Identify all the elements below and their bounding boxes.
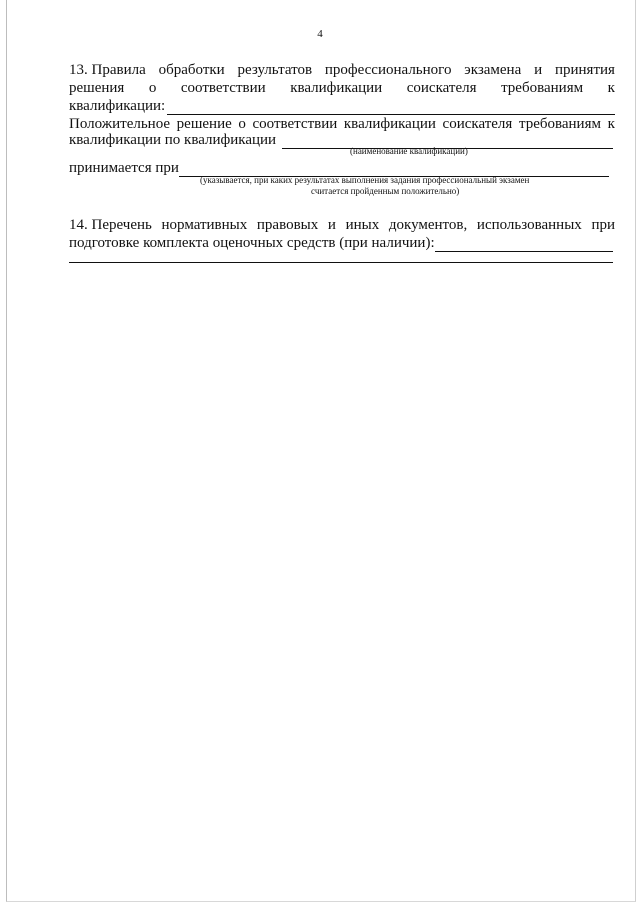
word: экзамена — [464, 62, 522, 78]
documents-blank[interactable] — [435, 237, 613, 252]
word: требованиям — [501, 80, 584, 96]
word: иных — [345, 217, 380, 233]
section-13-line-2 — [69, 79, 615, 97]
processing-rules-blank[interactable] — [167, 100, 615, 115]
section-13-line-1 — [69, 61, 615, 79]
section-13-line-3 — [69, 97, 615, 115]
documents-label: подготовке комплекта оценочных средств (при наличии): — [69, 235, 435, 251]
word: соответствии — [180, 80, 266, 96]
word: Положительное — [69, 116, 171, 132]
word: квалификации — [290, 80, 383, 96]
results-caption-line-2: считается пройденным положительно) — [311, 186, 460, 196]
word: обработки — [158, 62, 225, 78]
word: к — [607, 116, 615, 132]
word: результатов — [237, 62, 313, 78]
page-number: 4 — [317, 28, 323, 40]
documents-blank-line-2[interactable] — [69, 262, 613, 263]
qualification-label: квалификации по квалификации — [69, 132, 277, 148]
word: использованных — [476, 217, 582, 233]
qualification-processing-label: квалификации: — [69, 98, 166, 114]
word: соответствии — [252, 116, 338, 132]
word: и — [327, 217, 336, 233]
results-caption-line-1: (указывается, при каких результатах выполнения задания профессиональный экзамен — [200, 175, 530, 185]
accepted-when-label: принимается при — [69, 160, 179, 176]
word: нормативных — [161, 217, 248, 233]
word: и — [534, 62, 543, 78]
word: о — [148, 80, 157, 96]
word: профессионального — [324, 62, 452, 78]
section-14-line-2 — [69, 234, 613, 252]
word: при — [591, 217, 615, 233]
word: решения — [69, 80, 125, 96]
word: решение — [176, 116, 232, 132]
word: 13. Правила — [69, 62, 146, 78]
word: принятия — [554, 62, 615, 78]
word: квалификации — [343, 116, 436, 132]
word: к — [607, 80, 615, 96]
word: соискателя — [406, 80, 477, 96]
qualification-name-caption: (наименование квалификации) — [350, 146, 468, 156]
section-14-line-1 — [69, 216, 615, 234]
word: правовых — [256, 217, 319, 233]
word: соискателя — [442, 116, 513, 132]
word: документов, — [388, 217, 468, 233]
word: о — [238, 116, 246, 132]
section-13-line-5 — [69, 131, 613, 149]
word: 14. Перечень — [69, 217, 152, 233]
word: требованиям — [518, 116, 601, 132]
